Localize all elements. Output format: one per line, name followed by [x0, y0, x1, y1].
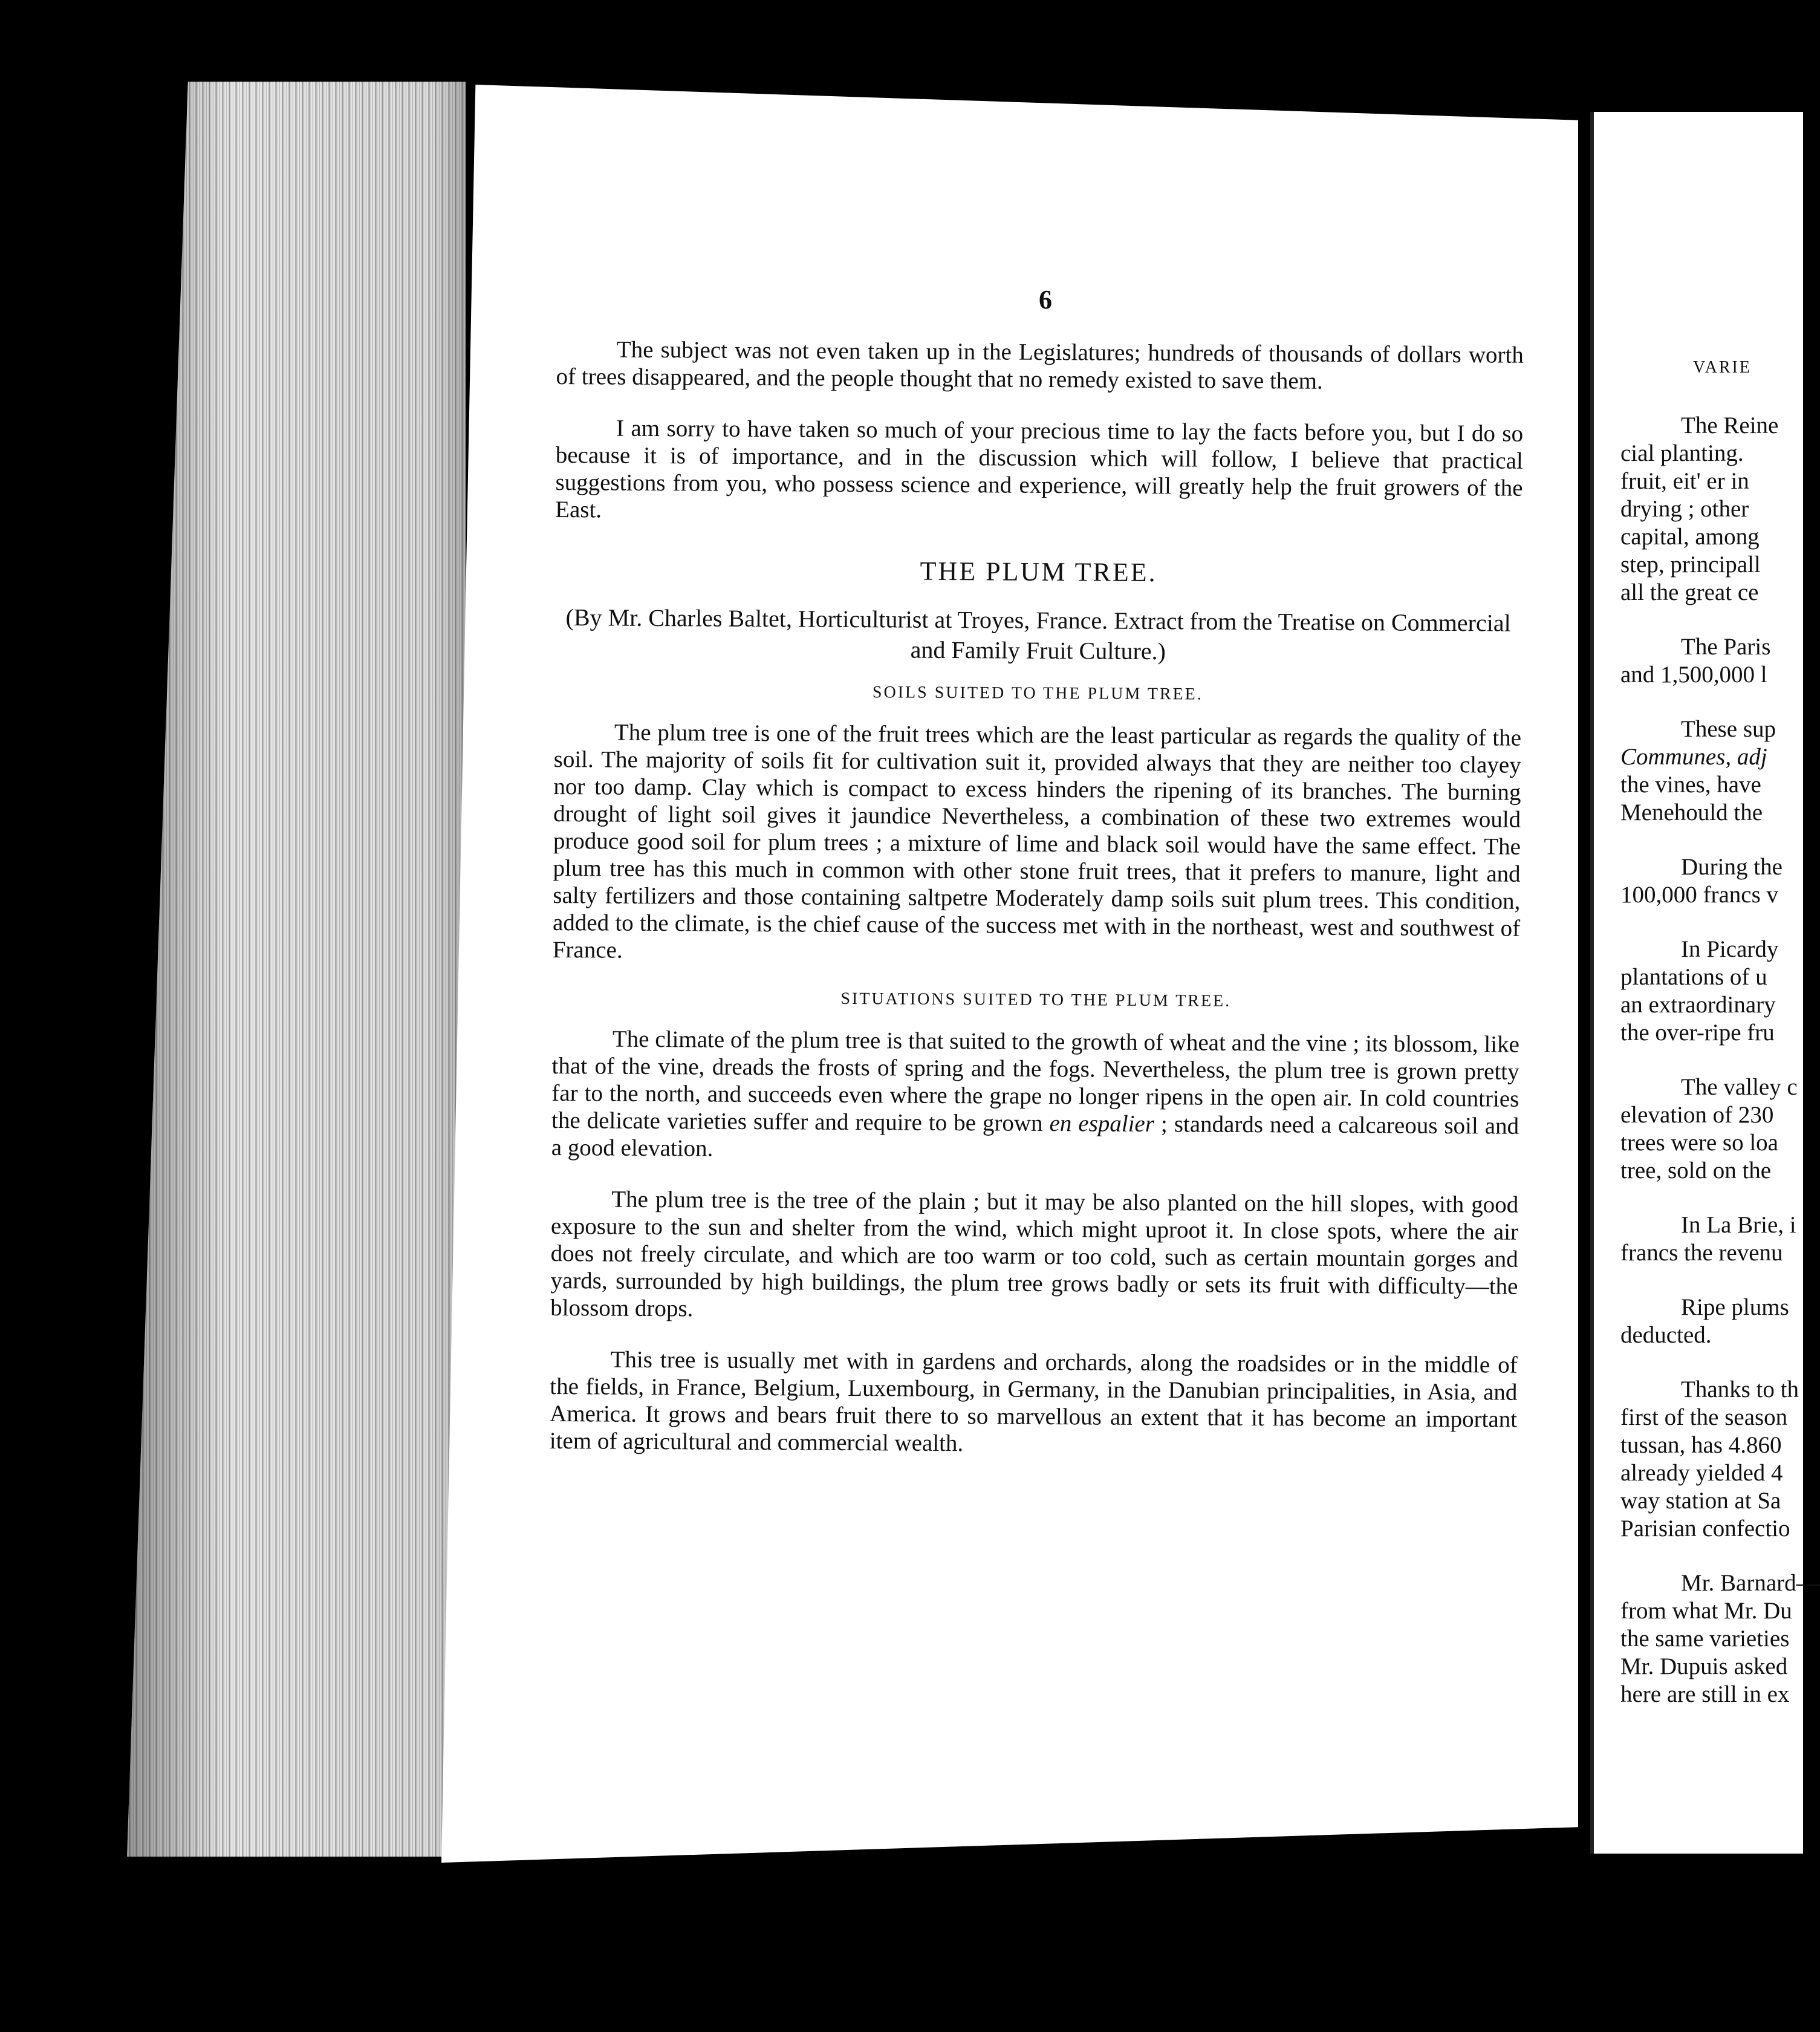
article-title: THE PLUM TREE. — [920, 556, 1157, 588]
situations-paragraph-1 — [551, 1025, 1519, 1167]
right-line: tussan, has 4.860 — [1620, 1432, 1782, 1458]
right-line: tree, sold on the — [1620, 1158, 1772, 1184]
right-line: Communes, adj — [1620, 744, 1767, 770]
right-line: the same varieties — [1620, 1626, 1790, 1652]
right-line: capital, among — [1620, 524, 1760, 550]
right-line: 100,000 francs v — [1620, 882, 1779, 908]
right-line: step, principall — [1620, 552, 1761, 578]
right-line: first of the season — [1620, 1404, 1788, 1430]
right-line: These sup — [1681, 716, 1776, 742]
right-line: Mr. Dupuis asked — [1620, 1653, 1788, 1679]
right-line: In La Brie, i — [1681, 1212, 1796, 1238]
right-line: an extraordinary — [1620, 992, 1776, 1018]
right-line: In Picardy — [1681, 936, 1779, 962]
right-line: the vines, have — [1620, 772, 1761, 798]
right-line: way station at Sa — [1620, 1488, 1781, 1514]
right-line: deducted. — [1620, 1322, 1712, 1348]
right-line: Parisian confectio — [1620, 1516, 1790, 1542]
intro-paragraph-1: The subject was not even taken up in the Legislatures; hundreds of thousands of dollars worth of trees disappeared, and the people thought that no remedy existed to save them. — [556, 336, 1524, 394]
situations-p1-text-b: ; standards need a calcareous soil and a good elevation. — [551, 1111, 1519, 1162]
right-line: all the great ce — [1620, 579, 1759, 605]
right-line: Mr. Barnard— — [1681, 1570, 1820, 1596]
situations-p1-italic: en espalier — [1049, 1110, 1155, 1138]
right-line: and 1,500,000 l — [1620, 662, 1767, 688]
right-line: The Reine — [1681, 412, 1779, 438]
right-line: the over-ripe fru — [1620, 1020, 1775, 1046]
right-line: fruit, eit' er in — [1620, 468, 1749, 494]
soils-paragraph: The plum tree is one of the fruit trees which are the least particular as regards the quality of the soil. The majority of soils fit for cultivation suit it, provided always that they are neither too clayey nor too damp. Clay which is compact to excess hinders the ripening of its branches. The burning drought of light soil gives it jaundice Nevertheless, a combination of these two extremes would produce good soil for plum trees ; a mixture of lime and black soil would have the same effect. The plum tree has this much in common with other stone fruit trees, that it prefers to manure, light and salty fertilizers and those containing saltpetre Moderately damp soils suit plum trees. This condition, added to the climate, is the chief cause of the success met with in the northeast, west and southwest of France. — [552, 719, 1522, 963]
right-line: trees were so loa — [1620, 1130, 1778, 1156]
right-line: from what Mr. Du — [1620, 1598, 1792, 1624]
right-line: The Paris — [1681, 634, 1771, 660]
right-page-heading: VARIE — [1693, 358, 1752, 377]
right-line: francs the revenu — [1620, 1240, 1783, 1266]
page-body — [549, 336, 1524, 1485]
page-number: 6 — [1039, 285, 1052, 314]
right-line: here are still in ex — [1620, 1681, 1790, 1707]
right-line: plantations of u — [1620, 964, 1767, 990]
situations-p1-text-a: The climate of the plum tree is that suited to the growth of wheat and the vine ; its blossom, like that of the vine, dreads the frosts of spring and the fogs. Nevertheless, the plum tree is grown pretty far to the north, and succeeds even where the grape no longer ripens in the open air. In cold countries the delicate varieties suffer and require to be grown — [551, 1026, 1520, 1136]
right-line: drying ; other — [1620, 496, 1749, 522]
right-line: During the — [1681, 854, 1783, 880]
right-line: Ripe plums — [1681, 1294, 1789, 1320]
right-line: Thanks to th — [1681, 1376, 1799, 1402]
right-page-text — [1620, 354, 1820, 1708]
intro-paragraph-2: I am sorry to have taken so much of your precious time to lay the facts before you, but I do so because it is of importance, and in the discussion which will follow, I believe that practical suggestions from you, who possess science and experience, will greatly help the fruit growers of the East. — [555, 415, 1524, 523]
right-line: Menehould the — [1620, 799, 1763, 826]
situations-paragraph-2: The plum tree is the tree of the plain ; but it may be also planted on the hill slopes, with good exposure to the sun and shelter from the wind, which might uproot it. In close spots, where the air does not freely circulate, and which are too warm or too cold, such as certain mountain gorges and yards, surrounded by high buildings, the plum tree grows badly or sets its fruit with difficulty—the blossom drops. — [550, 1186, 1519, 1322]
right-line: cial planting. — [1620, 440, 1744, 466]
right-line: already yielded 4 — [1620, 1460, 1783, 1486]
situations-paragraph-3: This tree is usually met with in gardens and orchards, along the roadsides or in the middle of the fields, in France, Belgium, Luxembourg, in Germany, in the Danubian principalities, in Asia, and America. It grows and bears fruit there to so marvellous an extent that it has become an important item of agricultural and commercial wealth. — [549, 1346, 1518, 1457]
section-heading-situations: SITUATIONS SUITED TO THE PLUM TREE. — [840, 989, 1232, 1011]
book-edge-shadow — [127, 82, 466, 1857]
article-byline: (By Mr. Charles Baltet, Horticulturist at Troyes, France. Extract from the Treatise on Commercial and Family Fruit Culture.) — [565, 604, 1511, 665]
right-line: elevation of 230 — [1620, 1102, 1774, 1128]
section-heading-soils: SOILS SUITED TO THE PLUM TREE. — [872, 683, 1203, 704]
right-line: The valley c — [1681, 1074, 1798, 1100]
